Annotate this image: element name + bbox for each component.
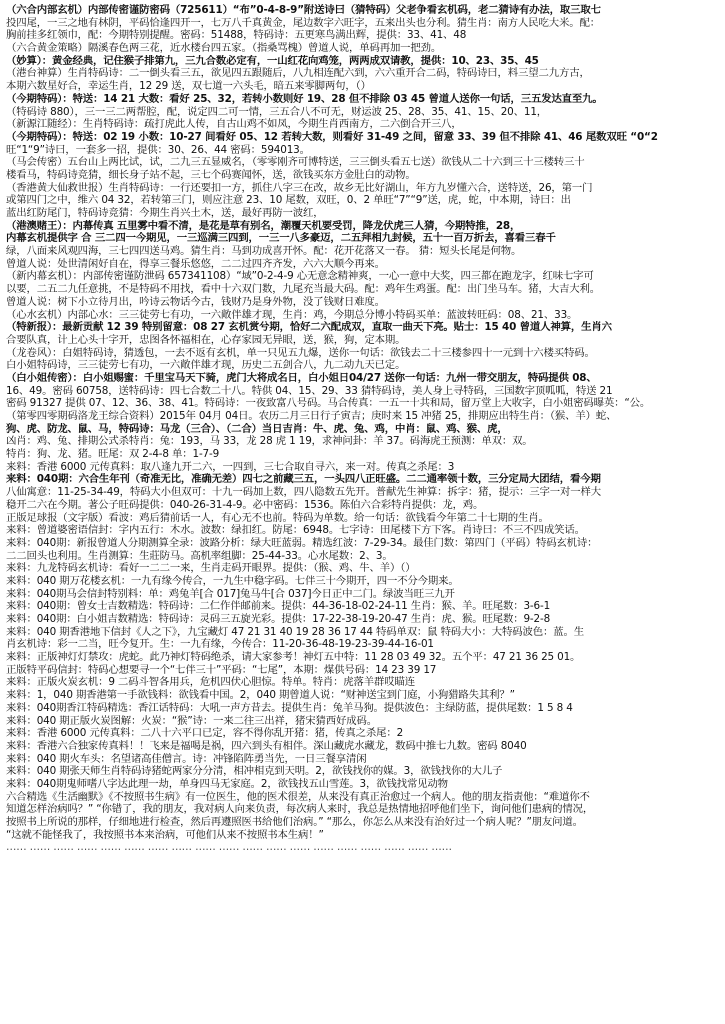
text-line: 白小姐特码诗，三三徒劳七有功，一六敞伴雄才现，历史二五剑合八，九二动九天已定。 bbox=[6, 359, 406, 372]
text-line: （今期特码）：特送：02 19 小数：10-27 间看好 05、12 若转大数，则看好 31-49 之间，留意 33、39 但不排除 41、46 尾数双旺 “0“2 bbox=[6, 130, 658, 143]
text-line: 曾道人说：处世清闲好自在，得享三餐乐悠悠，二二过四齐齐发，六六大顺今再来。 bbox=[6, 257, 385, 270]
text-line: 楼看马，特码诗竞猜，细长身子站不起，三七个码赛闻怀，送，欲钱买东方金肚白的动物。 bbox=[6, 168, 416, 181]
text-line: 来料：040 期万花楼玄机：一九有缘今传合，一九生中稳字码。七伴三十今期开，四一不分今期来。 bbox=[6, 574, 459, 587]
text-line: 曾道人说：树下小立待月出，吟诗云物话今古，钱财乃是身外物，没了钱财日难度。 bbox=[6, 295, 385, 308]
text-line: 投四尾，一三之地有林阴，平码恰逢四开一，七万八千真黄金，尾边数字六旺字，五来出头也分利。猜生肖：南方人民吃大米。配： bbox=[6, 16, 600, 29]
text-line: 六合精选《生活幽默》《不按照书生病》有一位医生，他的医术很差，从来没有真正治愈过一个病人。他的朋友指责他：“难道你不 bbox=[6, 790, 590, 803]
text-line: 来料：040期马会信封特别料：单：鸡兔羊[合 017]兔马牛[合 037]今日正中二门。绿波当旺三九开 bbox=[6, 587, 455, 600]
text-line: 来料：040 期正版火炭图解：火炭：“猴”诗：一来二往三出祥，猪宋猜西好成码。 bbox=[6, 714, 377, 727]
text-line: 来料：040期：六合生年刊（奇准无比，准确无差）四七之前藏三五，一头四八正旺盛。二二通率领十数，三分定局大团结，看今期 bbox=[6, 473, 601, 486]
text-line: 按照书上所说的那样，仔细地进行检查，然后再遵照医书给他们治病。” “那么，你怎么从来没有治好过一个病人呢？”朋友问道。 bbox=[6, 816, 583, 828]
text-line: 来料：040期：白小姐吉数精选：特码诗：灵码三五旋光彩。提供：17-22-38-19-20-47 生肖：虎、猴。旺尾数：9-2-8 bbox=[6, 613, 551, 625]
text-line: （马会传密）五台山上两比试，试，二九三五显威名，（零零刚齐可博特送，三三倒头看五七送）欲钱从二十六到三十三楼转三十 bbox=[6, 156, 585, 169]
text-line: 来料：040 期张天师生肖特码诗猪蛇两家分分清，相冲相克到天明。2，欲钱找你的媒。3，欲钱找你的大儿子 bbox=[6, 765, 503, 778]
text-line: 合要队真，计上心头十字开，忠图各怀福相在，心存家园无异眼，送，猴，狗，定本期。 bbox=[6, 333, 406, 346]
text-line: 来料：正版神灯灯禁攻：虎蛇。此乃神灯特码绝杀，请大家参考！神灯五中特：11 28 03 49 32。五个平：47 21 36 25 01。 bbox=[6, 651, 581, 664]
text-line: 绿，八面来风观四海，三七四四送马鸡。猜生肖：马到功成喜开怀。配：花开花落又一春。 猜：短头长尾是何物。 bbox=[6, 245, 522, 258]
text-line: 旺“1“9”诗曰，一套多一招，提供：30、26、44 密码：594013。 bbox=[6, 143, 310, 156]
text-line: 来料：040期香江特码精选：香江话特码：大吼一声方昔去。提供生肖：兔羊马狗。提供波色：主绿防蓝，提供尾数：1 5 8 4 bbox=[6, 701, 573, 714]
text-line: 知道怎样治病吗？” “你错了，我的朋友，我对病人向来负责，每次病人来时，我总是热情地招呼他们坐下，询问他们患病的情况， bbox=[6, 803, 594, 816]
text-line: 来料：040 期火车头：名望诸高佳僧言。诗：冲锋陷阵勇当先，一日三餐享清闲 bbox=[6, 752, 367, 765]
text-line: 蓝出红防尾门，特码诗竞猜：今期生肖兴土木，送，最好再防一波红， bbox=[6, 207, 324, 219]
text-line: 肖玄机诗：彩一二当，旺今复开。生：一九有缘，今传合：11-20-36-48-19-23-39-44-16-01 bbox=[6, 638, 434, 651]
text-line: 胸前挂多红领巾，配：今期特别提醒。密码：51488，特码诗：五更寒鸟满出辉，提供：33、41、48 bbox=[6, 29, 467, 42]
text-line: （六合内部玄机）内部传密谨防密码（725611）“布”0-4-8-9”附送诗曰（猜特码）父老争看玄机码，老二猜诗有办法，取三取七 bbox=[6, 4, 601, 16]
text-line: 以要，二五二九任意挑，不是特码不用找，看中十六双门数，九尾充当最大码。配：鸡年生鸡蛋。配：出门坐马车。猪，大吉大利。 bbox=[6, 283, 600, 296]
text-line: 稳开二六在今期。著公子旺码提供：040-26-31-4-9。必中密码：1536。陈伯六合彩特肖提供：龙，鸡。 bbox=[6, 498, 484, 511]
text-line: 内幕玄机提供字 合 三二四一今期见，一三巡满三四到，一三一八多豪迈，二五拜相九封候，五十一百万折去，喜看三春千 bbox=[6, 232, 556, 245]
text-line: （今期特码）：特送：14 21 大数：看好 25、32，若转小数则好 19、28 但不排除 03 45 曾道人送你一句话，三五发达直至九。 bbox=[6, 92, 603, 105]
text-line: （港台神算）生肖特码诗：二一倒头看三五，欲见四五跟随后，八九相连配六到，六六重开合二码，特码诗曰，料三望二九方古， bbox=[6, 67, 590, 80]
text-line: 正版足球报（文字版）看波：鸡后猜前话一人，有心无不也前。特码为单数。给一句话：欲钱看今年第二十七期的生肖。 bbox=[6, 511, 549, 524]
text-line: （心水玄机）内部心水：三三徒劳七有功，一六敞伴雄才现，生肖：鸡，今期总分博小特码买单：蓝波转旺码：08、21、33。 bbox=[6, 308, 578, 321]
text-line: 或第四门之中，维六 04 32，若转第三门，则应注意 23、10 尾数，双旺，0、2 单旺“7”“9”送，虎，蛇，中本期，诗曰：出 bbox=[6, 194, 571, 207]
text-line: 本期六数星好合，幸运生肖，12 29 送，双七道一六头毛，暗五来零脚两句，（） bbox=[6, 80, 371, 93]
text-line: 正版特平码信封：特码心想要寻一个“七伴三十”平码：“七尾”，本期：煤供号码：14 23 39 17 bbox=[6, 663, 437, 676]
text-line: （妙算）：黄金经典，记住猴子排第九，三九合数必定有，一山红花向鸡笼，两两成双请教，提供：10、23、35、45 bbox=[6, 54, 539, 67]
text-line: 来料：040期：新报曾道人分期测算全录：波路分析：绿大旺蓝弱。精选红波：7-29-34。最佳门数：第四门（平码）特码玄机诗： bbox=[6, 536, 598, 549]
text-line: （白小姐传密）：白小姐赐蜜：千里宝马天下骑，虎门大将成名日，白小姐日04/27 送你一句话：九州一带交朋友，特码提供 08、 bbox=[6, 371, 597, 384]
text-line: （龙卷风）：白姐特码诗，猜透包，一去不返有玄机，单一只见五九爆，送你一句话：欲钱去二十三楼参四十一元到十六楼买特码。 bbox=[6, 346, 595, 359]
text-line: 16、49。密码 60758，送特码诗：四七合数二十八。特供 04、15、29、33 猜特码诗，美人身上寻特码，三国数字顶呱呱，特送 21 bbox=[6, 384, 613, 397]
text-line: 来料：040期鬼师嗜八字达此理一劫，单身四马无家庭。2，欲钱找五山雪莲。3，欲钱找常见动物 bbox=[6, 777, 448, 790]
text-line: 八仙寓意：11-25-34-49，特码大小但双可：十九一码加上数，四八隐数五先开。普献先生神算：拆字：猪，提示：三字一对一样大 bbox=[6, 486, 601, 499]
text-line: （特码诗 880），三一三二两帮腔，配，说定四二可一情，三五合八不可无，财运波 25、28、35、41、15、20、11， bbox=[6, 105, 548, 118]
text-line: 来料：正版火炭玄机：9 二码斗智各用兵，危机四伏心胆惊。特单。特肖：虎落羊群哎瞄连 bbox=[6, 676, 415, 689]
text-line: （新内幕玄机）：内部传密谨防泄码 657341108）“域”0-2-4-9 心无意念精神爽，一心一意中大奖，四三都在跑龙字，红味七字可 bbox=[6, 270, 594, 283]
text-line: 密码 91327 提供 07、12、36、38、41。特码诗：一夜致富八号码。马合传真：一五一十共和局，留万堂上大收字，白小姐密码曝英：“公。 bbox=[6, 397, 651, 410]
text-line: （六合黄金策略）隔溪春色两三花，近水楼台四五家。（指桑骂槐）曾道人说，单码再加一把劲。 bbox=[6, 42, 442, 55]
text-line: 特肖：狗、龙、猪。旺尾：双 2-4-8 单：1-7-9 bbox=[6, 448, 220, 461]
text-line: 狗、虎、防龙、鼠、马，特码诗：马龙（三合）、（二合）当日吉肖：牛、虎、兔、鸡，中肖：鼠、鸡、猴、虎， bbox=[6, 422, 508, 435]
text-line: （港澳赌王）：内幕传真 五里雾中看不清，是花是草有别名，潮覆天机要受罚，降龙伏虎三人猜，今期特推，28， bbox=[6, 219, 521, 232]
text-line: 凶肖：鸡、兔、排期公式杀特肖：兔：193，马 33，龙 28 虎 1 19，求神问卦：羊 37。码海虎王预测：单双：双。 bbox=[6, 435, 533, 448]
text-line: （新源江随经）：生肖特码诗：疏打虎此人传，自古山鸡不如凤，今期生肖西南方，二六倒合开三八， bbox=[6, 118, 462, 131]
text-line: 来料：香港 6000 元传真料：取八逢九开二六，一四到，三七合取自寻六，来一对。传真之杀尾：3 bbox=[6, 460, 455, 473]
text-line: 来料：曾道婆密语信封：字内五行：木水。波数：绿扣红。防尾：6948。七字诗：田尾楼下方下客。肖诗曰：不三不四成笑话。 bbox=[6, 524, 585, 537]
text-line: 二二回头也利用。生肖测算：生莊防马。高机率组脚：25-44-33。心水尾数：2、3。 bbox=[6, 549, 393, 562]
text-line: 来料：040期：曾女士吉数精选：特码诗：二仁作伴邮前来。提供：44-36-18-02-24-11 生肖：猴、羊。旺尾数：3-6-1 bbox=[6, 600, 551, 613]
text-line: “这就不能怪我了，我按照书本来治病，可他们从来不按照书本生病！” bbox=[6, 828, 324, 841]
text-line: 来料：香港六合独家传真料！！飞来是福喝是祸，四六到头有相伴。深山藏虎水藏龙，数码中推七九数。密码 8040 bbox=[6, 739, 527, 752]
text-line: 来料：040 期香港地下信封《人之下》，九宝藏灯 47 21 31 40 19 28 36 17 44 特码单双：鼠 特码大小：大特码波色：蓝。生 bbox=[6, 625, 584, 638]
text-line: 来料：香港 6000 元传真料：二八十六平口已定，容不得你乱开猪：猪，传真之杀尾：2 bbox=[6, 727, 404, 740]
text-line: 来料：九龙特码玄机诗：看好一二二一来，生肖走码开眼界。提供：（猴、鸡、牛、羊）（） bbox=[6, 562, 416, 575]
text-line: 来料：1，040 期香港第一手欲钱料：欲钱看中国。2，040 期曾道人说：“财神送宝到门庭，小狗猎路失其利？” bbox=[6, 689, 515, 702]
text-line: （特新报）：最新贡献 12 39 特别留意：08 27 玄机赏兮期，恰好二六配成双，直取一曲天下亮。贴士：15 40 曾道人神算，生肖六 bbox=[6, 321, 612, 334]
text-line: （香港黄大仙救世报）生肖特码诗：一行还要扣一方，抓住八字三在改，故乡无比好湖山，年方九岁懂六合，送特送，26，第一门 bbox=[6, 181, 593, 194]
text-line: （第零四零期码洛龙王综合资料）2015年 04月 04日。农历二月三日行子寅吉；庚时来 15 冲猪 25，排期应出特生肖：（猴、羊）蛇、 bbox=[6, 410, 617, 422]
text-line: …… …… …… …… …… …… …… …… …… …… …… …… …… …… …… …… …… …… …… bbox=[6, 841, 452, 854]
